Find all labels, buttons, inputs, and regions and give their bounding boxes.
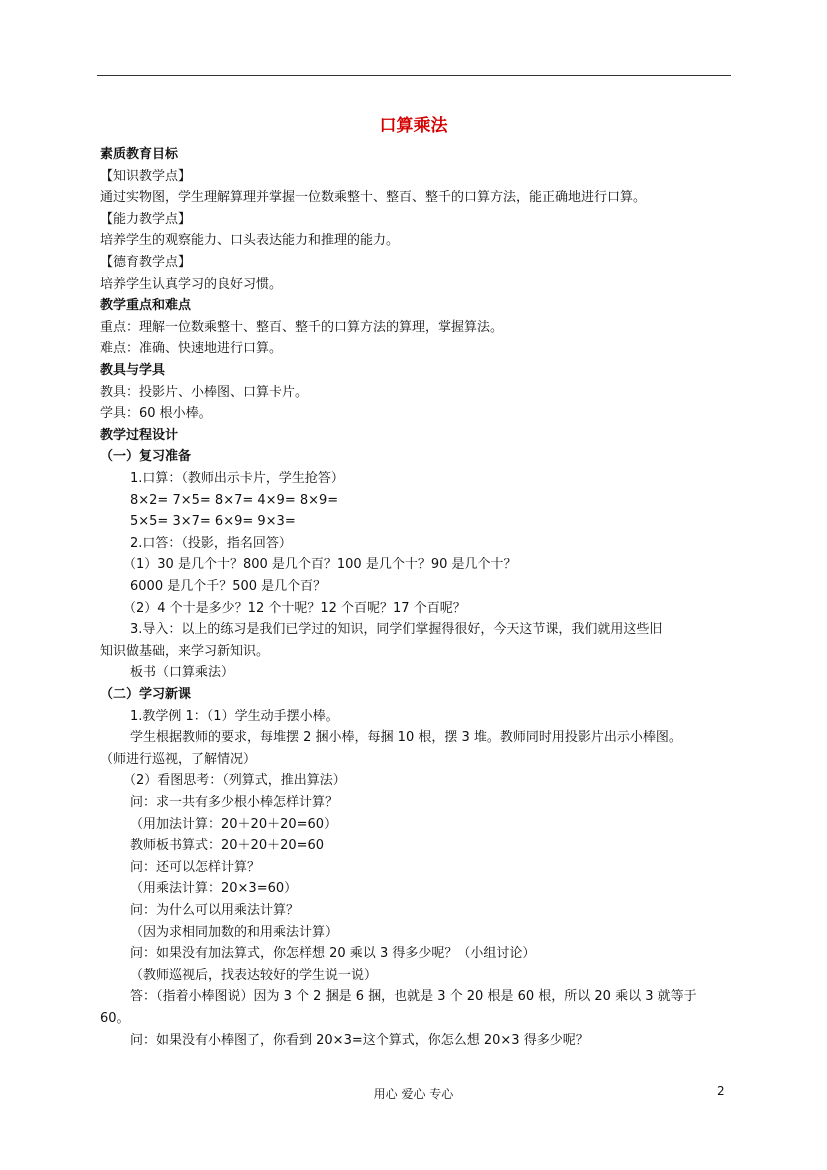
body-line: （1）30 是几个十？800 是几个百？100 是几个十？90 是几个十？ [123, 557, 517, 573]
body-line: 2.口答：（投影，指名回答） [130, 535, 292, 551]
body-line: 1.教学例 1：（1）学生动手摆小棒。 [130, 708, 339, 724]
body-line: 教师板书算式：20＋20＋20=60 [130, 838, 325, 854]
page-footer: 用心 爱心 专心 [373, 1087, 454, 1101]
page-number: 2 [717, 1084, 725, 1098]
body-line: 通过实物图，学生理解算理并掌握一位数乘整十、整百、整千的口算方法，能正确地进行口算。 [100, 190, 647, 206]
body-line: 3.导入：以上的练习是我们已学过的知识，同学们掌握得很好，今天这节课，我们就用这些旧 [130, 622, 663, 638]
body-line: 1.口算：（教师出示卡片，学生抢答） [130, 471, 344, 486]
body-line: （因为求相同加数的和用乘法计算） [130, 924, 339, 940]
section-heading: 素质教育目标 [100, 147, 179, 162]
section-heading: 教具与学具 [100, 363, 166, 378]
body-line: （2）看图思考：（列算式，推出算法） [123, 773, 346, 789]
body-line: 难点：准确、快速地进行口算。 [100, 341, 283, 357]
body-line: 6000 是几个千？500 是几个百？ [130, 579, 327, 594]
section-heading: （一）复习准备 [100, 449, 192, 465]
body-line: 培养学生认真学习的良好习惯。 [100, 276, 283, 292]
body-line: 【知识教学点】 [100, 168, 192, 184]
body-line: 板书（口算乘法） [130, 665, 235, 681]
section-heading: 教学重点和难点 [100, 298, 192, 314]
body-line: 问：还可以怎样计算？ [130, 859, 261, 875]
body-line: 【德育教学点】 [100, 255, 192, 270]
body-line: 8×2= 7×5= 8×7= 4×9= 8×9= [130, 492, 339, 508]
body-line: 学生根据教师的要求，每堆摆 2 捆小棒，每捆 10 根，摆 3 堆。教师同时用投影片出示小棒图。 [130, 730, 682, 746]
body-line: 问：为什么可以用乘法计算？ [130, 903, 300, 918]
body-line: 60。 [100, 1011, 130, 1026]
section-heading: （二）学习新课 [100, 687, 192, 702]
body-line: （师进行巡视，了解情况） [100, 751, 257, 767]
section-heading: 教学过程设计 [100, 427, 179, 443]
body-line: （用加法计算：20＋20＋20=60） [130, 816, 338, 832]
body-line: 问：如果没有小棒图了，你看到 20×3=这个算式，你怎么想 20×3 得多少呢？ [130, 1032, 589, 1048]
body-line: 培养学生的观察能力、口头表达能力和推理的能力。 [100, 233, 400, 249]
body-line: 答：（指着小棒图说）因为 3 个 2 捆是 6 捆，也就是 3 个 20 根是 60 根，所以 20 乘以 3 就等于 [130, 989, 697, 1005]
body-line: （用乘法计算：20×3=60） [130, 881, 298, 897]
body-line: 问：如果没有加法算式，你怎样想 20 乘以 3 得多少呢？（小组讨论） [130, 946, 536, 962]
header-rule [97, 75, 731, 76]
body-line: 问：求一共有多少根小棒怎样计算？ [130, 795, 339, 810]
body-line: 重点：理解一位数乘整十、整百、整千的口算方法的算理，掌握算法。 [100, 319, 504, 335]
body-line: （教师巡视后，找表达较好的学生说一说） [130, 967, 378, 983]
body-line: 5×5= 3×7= 6×9= 9×3= [130, 514, 296, 530]
body-line: 知识做基础，来学习新知识。 [100, 643, 270, 659]
page-title: 口算乘法 [379, 116, 448, 136]
body-line: 学具：60 根小棒。 [100, 406, 212, 422]
body-line: （2）4 个十是多少？12 个十呢？12 个百呢？17 个百呢？ [123, 600, 466, 616]
body-line: 教具：投影片、小棒图、口算卡片。 [100, 384, 309, 400]
body-line: 【能力教学点】 [100, 211, 192, 227]
